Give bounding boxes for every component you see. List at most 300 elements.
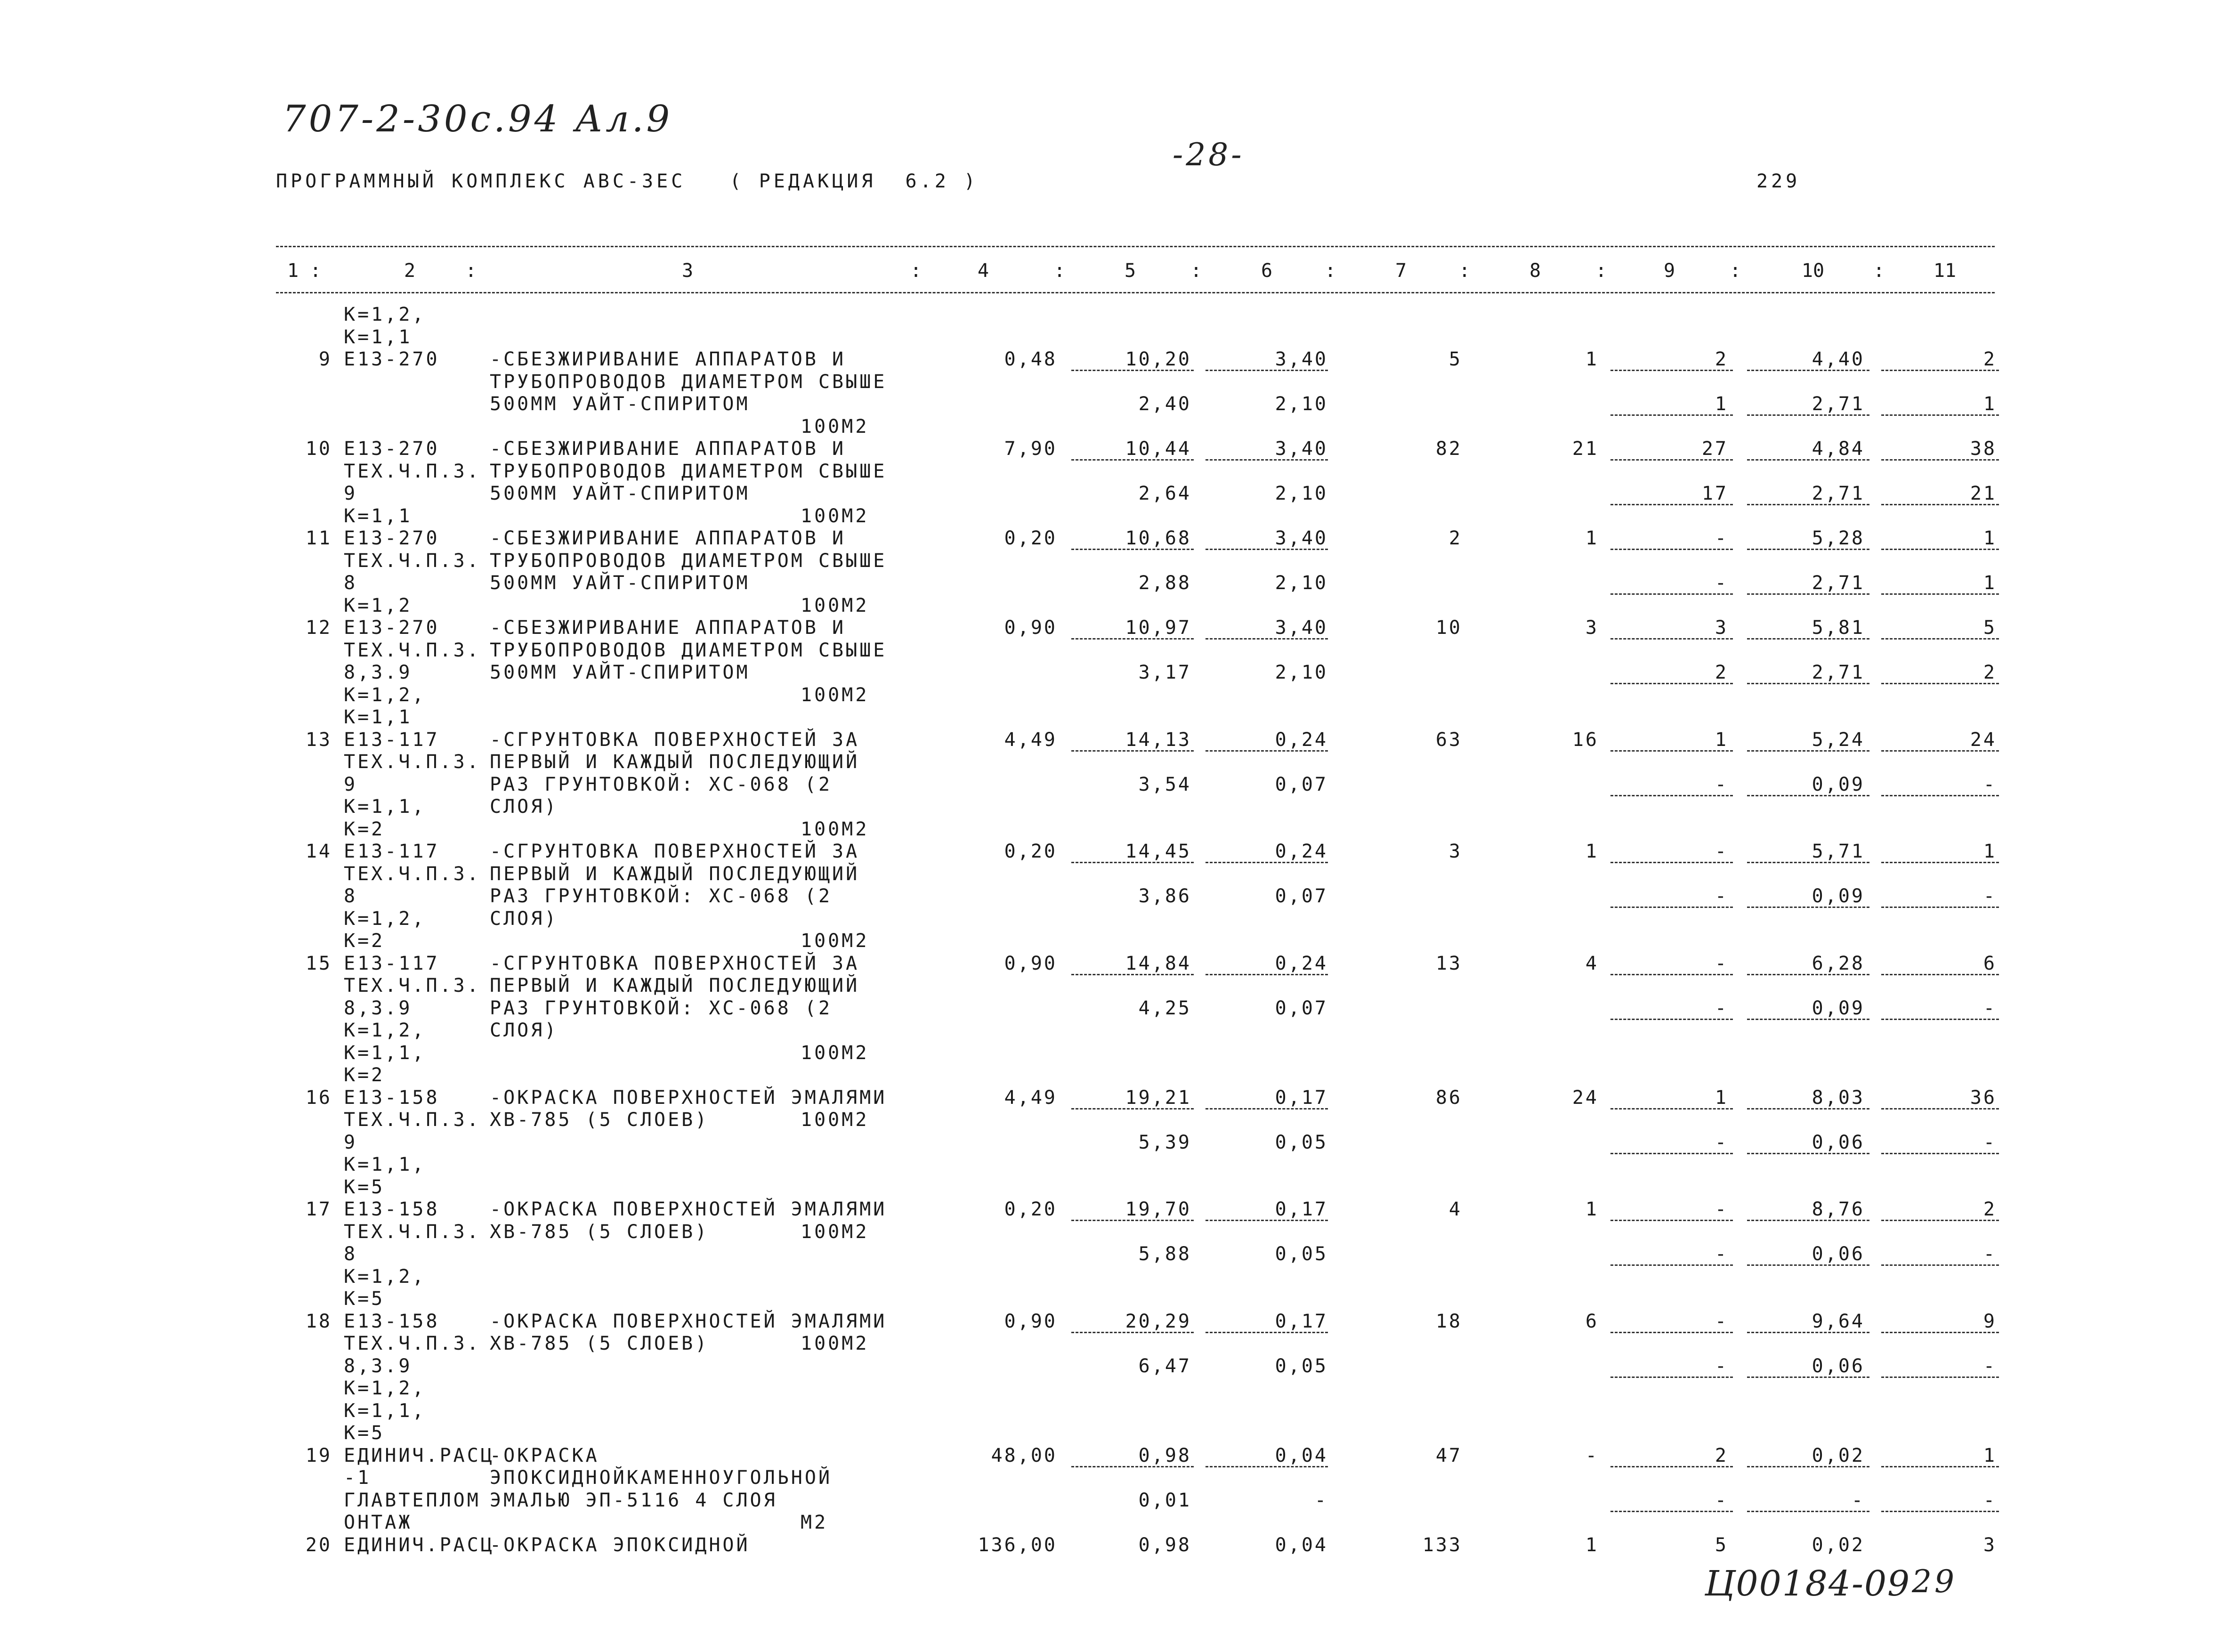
- cell-c8: 24: [1572, 1086, 1599, 1109]
- cell-c6: 0,17: [1275, 1199, 1328, 1220]
- cell-c9: 2: [1715, 662, 1728, 683]
- cell-c8: 1: [1585, 841, 1599, 862]
- cell-code: К=1,2,: [344, 684, 426, 706]
- cell-code: К=1,2,: [344, 1020, 426, 1041]
- cell-c11: -: [1983, 885, 1997, 907]
- cell-c9: 5: [1715, 1534, 1728, 1556]
- cell-c5: 19,70: [1125, 1199, 1191, 1220]
- cell-unit: 100М2: [801, 930, 869, 952]
- cell-c5: 2,88: [1138, 572, 1191, 594]
- cell-code: К=1,1,: [344, 1154, 426, 1175]
- cell-name: ХВ-785 (5 СЛОЕВ): [490, 1333, 709, 1354]
- subtotal-rule: [1881, 1332, 1999, 1333]
- subtotal-rule: [1610, 638, 1733, 640]
- subtotal-rule: [1747, 1264, 1869, 1266]
- cell-c6: 0,05: [1275, 1131, 1328, 1153]
- cell-code: ТЕХ.Ч.П.3.: [344, 975, 481, 996]
- table-top-rule: [276, 246, 1995, 247]
- column-header: 10: [1801, 260, 1825, 282]
- cell-unit: 100М2: [801, 505, 869, 527]
- cell-code: ОНТАЖ: [344, 1512, 413, 1533]
- cell-c7: 86: [1435, 1086, 1462, 1109]
- cell-c6: 0,17: [1275, 1086, 1328, 1109]
- cell-no: 11: [305, 527, 332, 549]
- subtotal-rule: [1747, 638, 1869, 640]
- cell-c6: 0,05: [1275, 1355, 1328, 1377]
- subtotal-rule: [1610, 459, 1733, 461]
- cell-name: -СБЕЗЖИРИВАНИЕ АППАРАТОВ И: [490, 617, 846, 639]
- cell-c6: 0,07: [1275, 997, 1328, 1019]
- subtotal-rule: [1881, 1264, 1999, 1266]
- subtotal-rule: [1881, 1466, 1999, 1467]
- cell-code: ЕДИНИЧ.РАСЦ: [344, 1534, 494, 1556]
- subtotal-rule: [1881, 1019, 1999, 1020]
- cell-c5: 0,98: [1138, 1534, 1191, 1556]
- cell-name: ПЕРВЫЙ И КАЖДЫЙ ПОСЛЕДУЮЩИЙ: [490, 751, 860, 773]
- cell-c11: 1: [1983, 841, 1997, 862]
- cell-name: ТРУБОПРОВОДОВ ДИАМЕТРОМ СВЫШЕ: [490, 371, 887, 393]
- cell-c5: 4,25: [1138, 997, 1191, 1019]
- cell-name: -СБЕЗЖИРИВАНИЕ АППАРАТОВ И: [490, 527, 846, 549]
- cell-c7: 10: [1435, 617, 1462, 639]
- subtotal-rule: [1610, 1332, 1733, 1333]
- cell-code: 9: [344, 1131, 358, 1153]
- subtotal-rule: [1747, 683, 1869, 684]
- column-header: 8: [1529, 260, 1541, 282]
- cell-name: -СБЕЗЖИРИВАНИЕ АППАРАТОВ И: [490, 348, 846, 370]
- cell-c6: 3,40: [1275, 348, 1328, 370]
- cell-no: 15: [305, 952, 332, 974]
- subtotal-rule: [1071, 750, 1194, 752]
- cell-c5: 20,29: [1125, 1310, 1191, 1332]
- cell-code: К=1,2,: [344, 1265, 426, 1288]
- cell-name: -СГРУНТОВКА ПОВЕРХНОСТЕЙ ЗА: [490, 952, 860, 974]
- subtotal-rule: [1610, 1511, 1733, 1512]
- cell-name: -СГРУНТОВКА ПОВЕРХНОСТЕЙ ЗА: [490, 729, 860, 751]
- cell-c7: 82: [1435, 438, 1462, 460]
- cell-c11: -: [1983, 773, 1997, 795]
- cell-c11: 1: [1983, 527, 1997, 549]
- cell-c4: 48,00: [991, 1444, 1057, 1466]
- cell-name: ХВ-785 (5 СЛОЕВ): [490, 1109, 709, 1131]
- cell-c11: -: [1983, 1243, 1997, 1265]
- subtotal-rule: [1206, 974, 1328, 975]
- cell-c8: 1: [1585, 348, 1599, 370]
- subtotal-rule: [1071, 974, 1194, 975]
- subtotal-rule: [1610, 1377, 1733, 1378]
- cell-code: К=2: [344, 1064, 385, 1086]
- cell-c10: 5,81: [1812, 617, 1865, 639]
- cell-c10: 0,06: [1812, 1355, 1865, 1377]
- cell-c7: 3: [1448, 841, 1462, 862]
- subtotal-rule: [1747, 750, 1869, 752]
- cell-c5: 3,17: [1138, 662, 1191, 683]
- cell-c6: 3,40: [1275, 438, 1328, 460]
- cell-c9: -: [1715, 1243, 1728, 1265]
- cell-c10: 2,71: [1812, 483, 1865, 504]
- cell-name: -ОКРАСКА ЭПОКСИДНОЙ: [490, 1534, 750, 1556]
- cell-code: -1: [344, 1467, 372, 1489]
- cell-code: ТЕХ.Ч.П.3.: [344, 751, 481, 773]
- cell-name: ТРУБОПРОВОДОВ ДИАМЕТРОМ СВЫШЕ: [490, 550, 887, 572]
- cell-c5: 10,20: [1125, 348, 1191, 370]
- cell-c5: 14,13: [1125, 729, 1191, 751]
- column-header: 3: [681, 260, 694, 282]
- column-header: 7: [1395, 260, 1407, 282]
- cell-code: 8: [344, 572, 358, 594]
- cell-c7: 133: [1422, 1534, 1462, 1556]
- subtotal-rule: [1881, 1153, 1999, 1154]
- cell-name: 500ММ УАЙТ-СПИРИТОМ: [490, 662, 750, 683]
- cell-c6: 2,10: [1275, 483, 1328, 504]
- cell-c9: -: [1715, 1355, 1728, 1377]
- subtotal-rule: [1747, 862, 1869, 863]
- subtotal-rule: [1881, 1108, 1999, 1109]
- cell-name: -ОКРАСКА ПОВЕРХНОСТЕЙ ЭМАЛЯМИ: [490, 1086, 887, 1109]
- cell-c9: 2: [1715, 348, 1728, 370]
- form-number: 229: [1756, 170, 1801, 192]
- subtotal-rule: [1206, 549, 1328, 550]
- cell-c10: 5,71: [1812, 841, 1865, 862]
- cell-code: 8,3.9: [344, 662, 413, 683]
- subtotal-rule: [1747, 1019, 1869, 1020]
- cell-c7: 18: [1435, 1310, 1462, 1332]
- cell-name: СЛОЯ): [490, 1020, 558, 1041]
- subtotal-rule: [1610, 862, 1733, 863]
- column-header: 5: [1124, 260, 1136, 282]
- subtotal-rule: [1206, 638, 1328, 640]
- cell-code: К=1,1,: [344, 1400, 426, 1422]
- cell-c10: 0,09: [1812, 997, 1865, 1019]
- subtotal-rule: [1610, 750, 1733, 752]
- cell-c4: 0,90: [1004, 617, 1057, 639]
- subtotal-rule: [1881, 459, 1999, 461]
- subtotal-rule: [1206, 370, 1328, 371]
- cell-c7: 2: [1448, 527, 1462, 549]
- cell-c11: -: [1983, 1489, 1997, 1511]
- cell-code: К=2: [344, 930, 385, 952]
- cell-code: ТЕХ.Ч.П.3.: [344, 1221, 481, 1243]
- subtotal-rule: [1206, 862, 1328, 863]
- column-separator: :: [1458, 260, 1471, 282]
- cell-code: Е13-270: [344, 348, 440, 370]
- subtotal-rule: [1610, 795, 1733, 796]
- cell-c9: -: [1715, 1310, 1728, 1332]
- cell-c6: 0,24: [1275, 952, 1328, 974]
- cell-c6: 0,17: [1275, 1310, 1328, 1332]
- subtotal-rule: [1610, 1220, 1733, 1221]
- cell-no: 9: [318, 348, 332, 370]
- subtotal-rule: [1071, 1332, 1194, 1333]
- cell-code: ТЕХ.Ч.П.3.: [344, 639, 481, 661]
- cell-c9: 1: [1715, 393, 1728, 415]
- cell-c5: 5,39: [1138, 1131, 1191, 1153]
- cell-code: К=1,1: [344, 706, 413, 728]
- table-header-rule: [276, 292, 1995, 293]
- cell-code: ЕДИНИЧ.РАСЦ: [344, 1444, 494, 1466]
- cell-c8: 4: [1585, 952, 1599, 974]
- cell-c11: 1: [1983, 1444, 1997, 1466]
- cell-c11: 3: [1983, 1534, 1997, 1556]
- cell-c9: 1: [1715, 729, 1728, 751]
- cell-c10: 0,06: [1812, 1131, 1865, 1153]
- cell-c7: 47: [1435, 1444, 1462, 1466]
- page-number: -28-: [1173, 137, 1245, 173]
- subtotal-rule: [1071, 459, 1194, 461]
- cell-c11: 6: [1983, 952, 1997, 974]
- subtotal-rule: [1071, 862, 1194, 863]
- cell-c5: 0,98: [1138, 1444, 1191, 1466]
- cell-c5: 14,45: [1125, 841, 1191, 862]
- column-header: 1: [287, 260, 299, 282]
- cell-c5: 3,54: [1138, 773, 1191, 795]
- cell-code: К=1,2: [344, 594, 413, 616]
- subtotal-rule: [1881, 549, 1999, 550]
- cell-code: 9: [344, 483, 358, 504]
- subtotal-rule: [1747, 1332, 1869, 1333]
- cell-c4: 0,20: [1004, 841, 1057, 862]
- cell-unit: 100М2: [801, 1221, 869, 1243]
- cell-code: Е13-270: [344, 438, 440, 460]
- cell-code: К=1,1,: [344, 796, 426, 818]
- subtotal-rule: [1747, 795, 1869, 796]
- cell-c11: 21: [1970, 483, 1997, 504]
- cell-name: -СБЕЗЖИРИВАНИЕ АППАРАТОВ И: [490, 438, 846, 460]
- cell-name: 500ММ УАЙТ-СПИРИТОМ: [490, 572, 750, 594]
- subtotal-rule: [1881, 593, 1999, 595]
- cell-c5: 10,44: [1125, 438, 1191, 460]
- cell-no: 16: [305, 1086, 332, 1109]
- cell-c6: 2,10: [1275, 393, 1328, 415]
- cell-c11: 2: [1983, 348, 1997, 370]
- cell-code: 8: [344, 1243, 358, 1265]
- cell-name: РАЗ ГРУНТОВКОЙ: ХС-068 (2: [490, 997, 833, 1019]
- column-separator: :: [1729, 260, 1741, 282]
- subtotal-rule: [1206, 1466, 1328, 1467]
- cell-c5: 2,64: [1138, 483, 1191, 504]
- cell-c8: 21: [1572, 438, 1599, 460]
- cell-c10: 0,02: [1812, 1444, 1865, 1466]
- cell-c6: -: [1314, 1489, 1328, 1511]
- cell-no: 10: [305, 438, 332, 460]
- cell-code: К=5: [344, 1176, 385, 1198]
- cell-c7: 13: [1435, 952, 1462, 974]
- continued-coef-line: К=1,2,: [344, 304, 426, 325]
- cell-c8: 1: [1585, 527, 1599, 549]
- subtotal-rule: [1747, 1153, 1869, 1154]
- cell-c11: -: [1983, 1355, 1997, 1377]
- cell-unit: 100М2: [801, 1042, 869, 1064]
- cell-no: 13: [305, 729, 332, 751]
- cell-code: ТЕХ.Ч.П.3.: [344, 1333, 481, 1354]
- cell-c10: 6,28: [1812, 952, 1865, 974]
- subtotal-rule: [1071, 1108, 1194, 1109]
- cell-c9: -: [1715, 1131, 1728, 1153]
- subtotal-rule: [1206, 1220, 1328, 1221]
- cell-c10: 2,71: [1812, 572, 1865, 594]
- column-separator: :: [1324, 260, 1336, 282]
- cell-c11: 1: [1983, 572, 1997, 594]
- subtotal-rule: [1747, 1511, 1869, 1512]
- subtotal-rule: [1881, 862, 1999, 863]
- cell-code: Е13-158: [344, 1310, 440, 1332]
- cell-code: Е13-117: [344, 952, 440, 974]
- subtotal-rule: [1206, 459, 1328, 461]
- cell-c4: 7,90: [1004, 438, 1057, 460]
- subtotal-rule: [1610, 370, 1733, 371]
- cell-code: 8: [344, 885, 358, 907]
- cell-unit: М2: [801, 1512, 828, 1533]
- cell-name: 500ММ УАЙТ-СПИРИТОМ: [490, 483, 750, 504]
- cell-c8: 6: [1585, 1310, 1599, 1332]
- cell-name: -ОКРАСКА ПОВЕРХНОСТЕЙ ЭМАЛЯМИ: [490, 1310, 887, 1332]
- cell-name: ЭМАЛЬЮ ЭП-5116 4 СЛОЯ: [490, 1489, 777, 1511]
- cell-c6: 0,07: [1275, 773, 1328, 795]
- cell-c6: 0,24: [1275, 841, 1328, 862]
- cell-name: ПЕРВЫЙ И КАЖДЫЙ ПОСЛЕДУЮЩИЙ: [490, 975, 860, 996]
- cell-unit: 100М2: [801, 818, 869, 840]
- subtotal-rule: [1206, 750, 1328, 752]
- cell-code: Е13-117: [344, 729, 440, 751]
- cell-c9: -: [1715, 572, 1728, 594]
- column-separator: :: [1053, 260, 1066, 282]
- cell-c6: 0,05: [1275, 1243, 1328, 1265]
- subtotal-rule: [1747, 459, 1869, 461]
- cell-no: 19: [305, 1444, 332, 1466]
- cell-c9: -: [1715, 527, 1728, 549]
- cell-c11: 36: [1970, 1086, 1997, 1109]
- cell-name: РАЗ ГРУНТОВКОЙ: ХС-068 (2: [490, 773, 833, 795]
- subtotal-rule: [1881, 1220, 1999, 1221]
- subtotal-rule: [1747, 907, 1869, 908]
- cell-name: СЛОЯ): [490, 796, 558, 818]
- subtotal-rule: [1610, 504, 1733, 505]
- cell-code: К=5: [344, 1422, 385, 1444]
- subtotal-rule: [1747, 593, 1869, 595]
- sheet-number: 29: [1912, 1563, 1957, 1600]
- subtotal-rule: [1747, 1466, 1869, 1467]
- subtotal-rule: [1747, 370, 1869, 371]
- cell-code: Е13-117: [344, 841, 440, 862]
- column-separator: :: [309, 260, 322, 282]
- cell-code: К=1,2,: [344, 1377, 426, 1399]
- subtotal-rule: [1881, 370, 1999, 371]
- cell-c5: 6,47: [1138, 1355, 1191, 1377]
- subtotal-rule: [1610, 549, 1733, 550]
- cell-c10: -: [1851, 1489, 1865, 1511]
- subtotal-rule: [1071, 549, 1194, 550]
- cell-c9: -: [1715, 1199, 1728, 1220]
- subtotal-rule: [1610, 683, 1733, 684]
- cell-c11: 1: [1983, 393, 1997, 415]
- cell-c5: 10,97: [1125, 617, 1191, 639]
- cell-c9: 27: [1701, 438, 1728, 460]
- column-separator: :: [465, 260, 477, 282]
- cell-c7: 5: [1448, 348, 1462, 370]
- cell-code: К=1,1: [344, 505, 413, 527]
- cell-c11: -: [1983, 1131, 1997, 1153]
- cell-c9: 2: [1715, 1444, 1728, 1466]
- cell-c8: 3: [1585, 617, 1599, 639]
- cell-code: 8,3.9: [344, 1355, 413, 1377]
- cell-c8: 16: [1572, 729, 1599, 751]
- cell-code: Е13-158: [344, 1199, 440, 1220]
- continued-coef-line: К=1,1: [344, 326, 413, 348]
- cell-c9: 3: [1715, 617, 1728, 639]
- cell-unit: 100М2: [801, 415, 869, 437]
- cell-c4: 0,48: [1004, 348, 1057, 370]
- cell-c4: 4,49: [1004, 729, 1057, 751]
- subtotal-rule: [1206, 1332, 1328, 1333]
- cell-c4: 136,00: [978, 1534, 1057, 1556]
- subtotal-rule: [1071, 370, 1194, 371]
- subtotal-rule: [1881, 1377, 1999, 1378]
- cell-unit: 100М2: [801, 684, 869, 706]
- cell-unit: 100М2: [801, 1109, 869, 1131]
- cell-c9: -: [1715, 773, 1728, 795]
- cell-c10: 8,03: [1812, 1086, 1865, 1109]
- cell-name: ЭПОКСИДНОЙКАМЕННОУГОЛЬНОЙ: [490, 1467, 833, 1489]
- cell-code: К=1,1,: [344, 1042, 426, 1064]
- cell-c11: 24: [1970, 729, 1997, 751]
- cell-unit: 100М2: [801, 1333, 869, 1354]
- cell-c10: 0,06: [1812, 1243, 1865, 1265]
- column-header: 4: [977, 260, 989, 282]
- cell-code: ТЕХ.Ч.П.3.: [344, 550, 481, 572]
- cell-c5: 19,21: [1125, 1086, 1191, 1109]
- cell-no: 20: [305, 1534, 332, 1556]
- cell-c8: 1: [1585, 1534, 1599, 1556]
- cell-code: 9: [344, 773, 358, 795]
- column-separator: :: [1190, 260, 1202, 282]
- subtotal-rule: [1747, 549, 1869, 550]
- cell-name: -ОКРАСКА: [490, 1444, 599, 1466]
- cell-c9: -: [1715, 997, 1728, 1019]
- cell-c6: 2,10: [1275, 662, 1328, 683]
- cell-code: ТЕХ.Ч.П.3.: [344, 1109, 481, 1131]
- cell-c8: -: [1585, 1444, 1599, 1466]
- cell-c4: 4,49: [1004, 1086, 1057, 1109]
- cell-c11: 2: [1983, 1199, 1997, 1220]
- cell-name: 500ММ УАЙТ-СПИРИТОМ: [490, 393, 750, 415]
- cell-name: СЛОЯ): [490, 907, 558, 930]
- cell-c6: 0,07: [1275, 885, 1328, 907]
- cell-c9: -: [1715, 1489, 1728, 1511]
- cell-code: ГЛАВТЕПЛОМ: [344, 1489, 481, 1511]
- cell-c7: 4: [1448, 1199, 1462, 1220]
- subtotal-rule: [1610, 1264, 1733, 1266]
- cell-name: ПЕРВЫЙ И КАЖДЫЙ ПОСЛЕДУЮЩИЙ: [490, 863, 860, 885]
- subtotal-rule: [1610, 1153, 1733, 1154]
- cell-code: К=2: [344, 818, 385, 840]
- cell-code: Е13-158: [344, 1086, 440, 1109]
- cell-code: 8,3.9: [344, 997, 413, 1019]
- subtotal-rule: [1610, 593, 1733, 595]
- column-header: 2: [404, 260, 416, 282]
- cell-c5: 5,88: [1138, 1243, 1191, 1265]
- cell-c5: 3,86: [1138, 885, 1191, 907]
- program-title: ПРОГРАММНЫЙ КОМПЛЕКС АВС-3ЕС ( РЕДАКЦИЯ 6.2 ): [276, 170, 979, 192]
- cell-c5: 14,84: [1125, 952, 1191, 974]
- cell-name: ТРУБОПРОВОДОВ ДИАМЕТРОМ СВЫШЕ: [490, 639, 887, 661]
- cell-name: РАЗ ГРУНТОВКОЙ: ХС-068 (2: [490, 885, 833, 907]
- cell-c10: 0,02: [1812, 1534, 1865, 1556]
- subtotal-rule: [1071, 638, 1194, 640]
- subtotal-rule: [1881, 907, 1999, 908]
- cell-c10: 2,71: [1812, 662, 1865, 683]
- cell-code: ТЕХ.Ч.П.3.: [344, 863, 481, 885]
- cell-c5: 0,01: [1138, 1489, 1191, 1511]
